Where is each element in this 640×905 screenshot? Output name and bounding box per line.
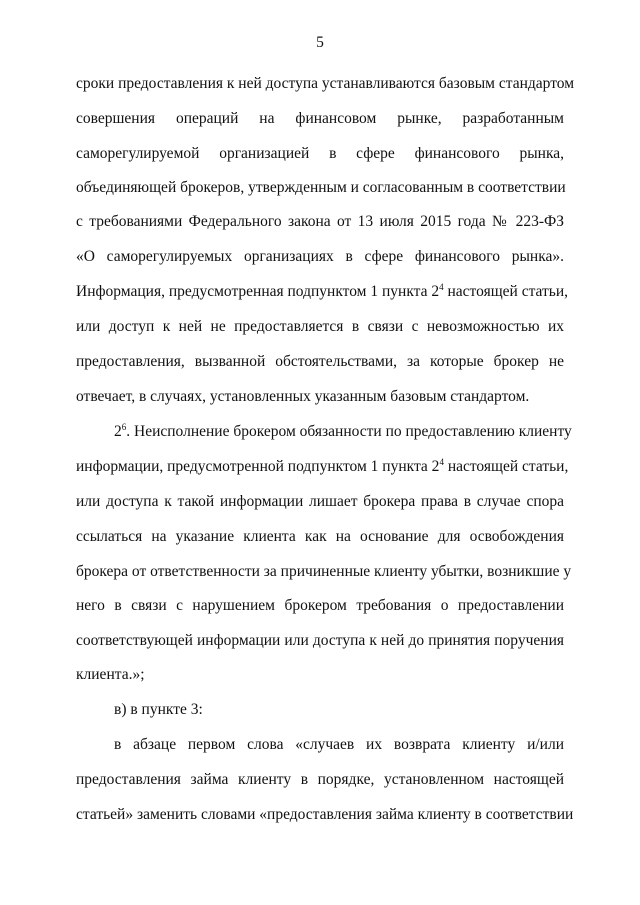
- text-line: клиента.»;: [76, 666, 145, 683]
- page-number: 5: [316, 34, 324, 51]
- text-line: «О саморегулируемых организациях в сфере финансового рынка».: [76, 248, 564, 265]
- superscript: 6: [121, 422, 127, 432]
- paragraph-start-line: в абзаце первом слова «случаев их возврата клиенту и/или: [114, 736, 564, 753]
- text-line: или доступ к ней не предоставляется в связи с невозможностью их: [76, 318, 564, 335]
- text-line: или доступа к такой информации лишает брокера права в случае спора: [76, 493, 564, 510]
- text-line: сроки предоставления к ней доступа устанавливаются базовым стандартом: [76, 75, 575, 92]
- superscript: 4: [439, 282, 444, 292]
- text-line: с требованиями Федерального закона от 13 июля 2015 года № 223-ФЗ: [76, 213, 564, 230]
- text-line: саморегулируемой организацией в сфере финансового рынка,: [76, 145, 564, 162]
- superscript: 4: [439, 457, 444, 467]
- text-line: брокера от ответственности за причиненные клиенту убытки, возникшие у: [76, 563, 572, 580]
- text-line: совершения операций на финансовом рынке, разработанным: [76, 110, 564, 127]
- text-line: предоставления, вызванной обстоятельствами, за которые брокер не: [76, 353, 564, 370]
- text-line: ссылаться на указание клиента как на основание для освобождения: [76, 528, 564, 545]
- text-line: информации, предусмотренной подпунктом 1 пункта $2^4$ настоящей статьи,: [76, 457, 569, 475]
- text-line: соответствующей информации или доступа к ней до принятия поручения: [76, 632, 564, 649]
- paragraph-start-line: в) в пункте 3:: [114, 701, 203, 718]
- text-line: статьей» заменить словами «предоставления займа клиенту в соответствии: [76, 806, 574, 823]
- text-line: Информация, предусмотренная подпунктом 1 пункта $2^4$ настоящей статьи,: [76, 282, 569, 300]
- text-line: него в связи с нарушением брокером требования о предоставлении: [76, 597, 564, 614]
- text-line: объединяющей брокеров, утвержденным и согласованным в соответствии: [76, 179, 566, 196]
- text-line: предоставления займа клиенту в порядке, установленном настоящей: [76, 771, 564, 788]
- text-line: отвечает, в случаях, установленных указанным базовым стандартом.: [76, 388, 530, 405]
- paragraph-start-line: $2^6$. Неисполнение брокером обязанности по предоставлению клиенту: [114, 422, 572, 440]
